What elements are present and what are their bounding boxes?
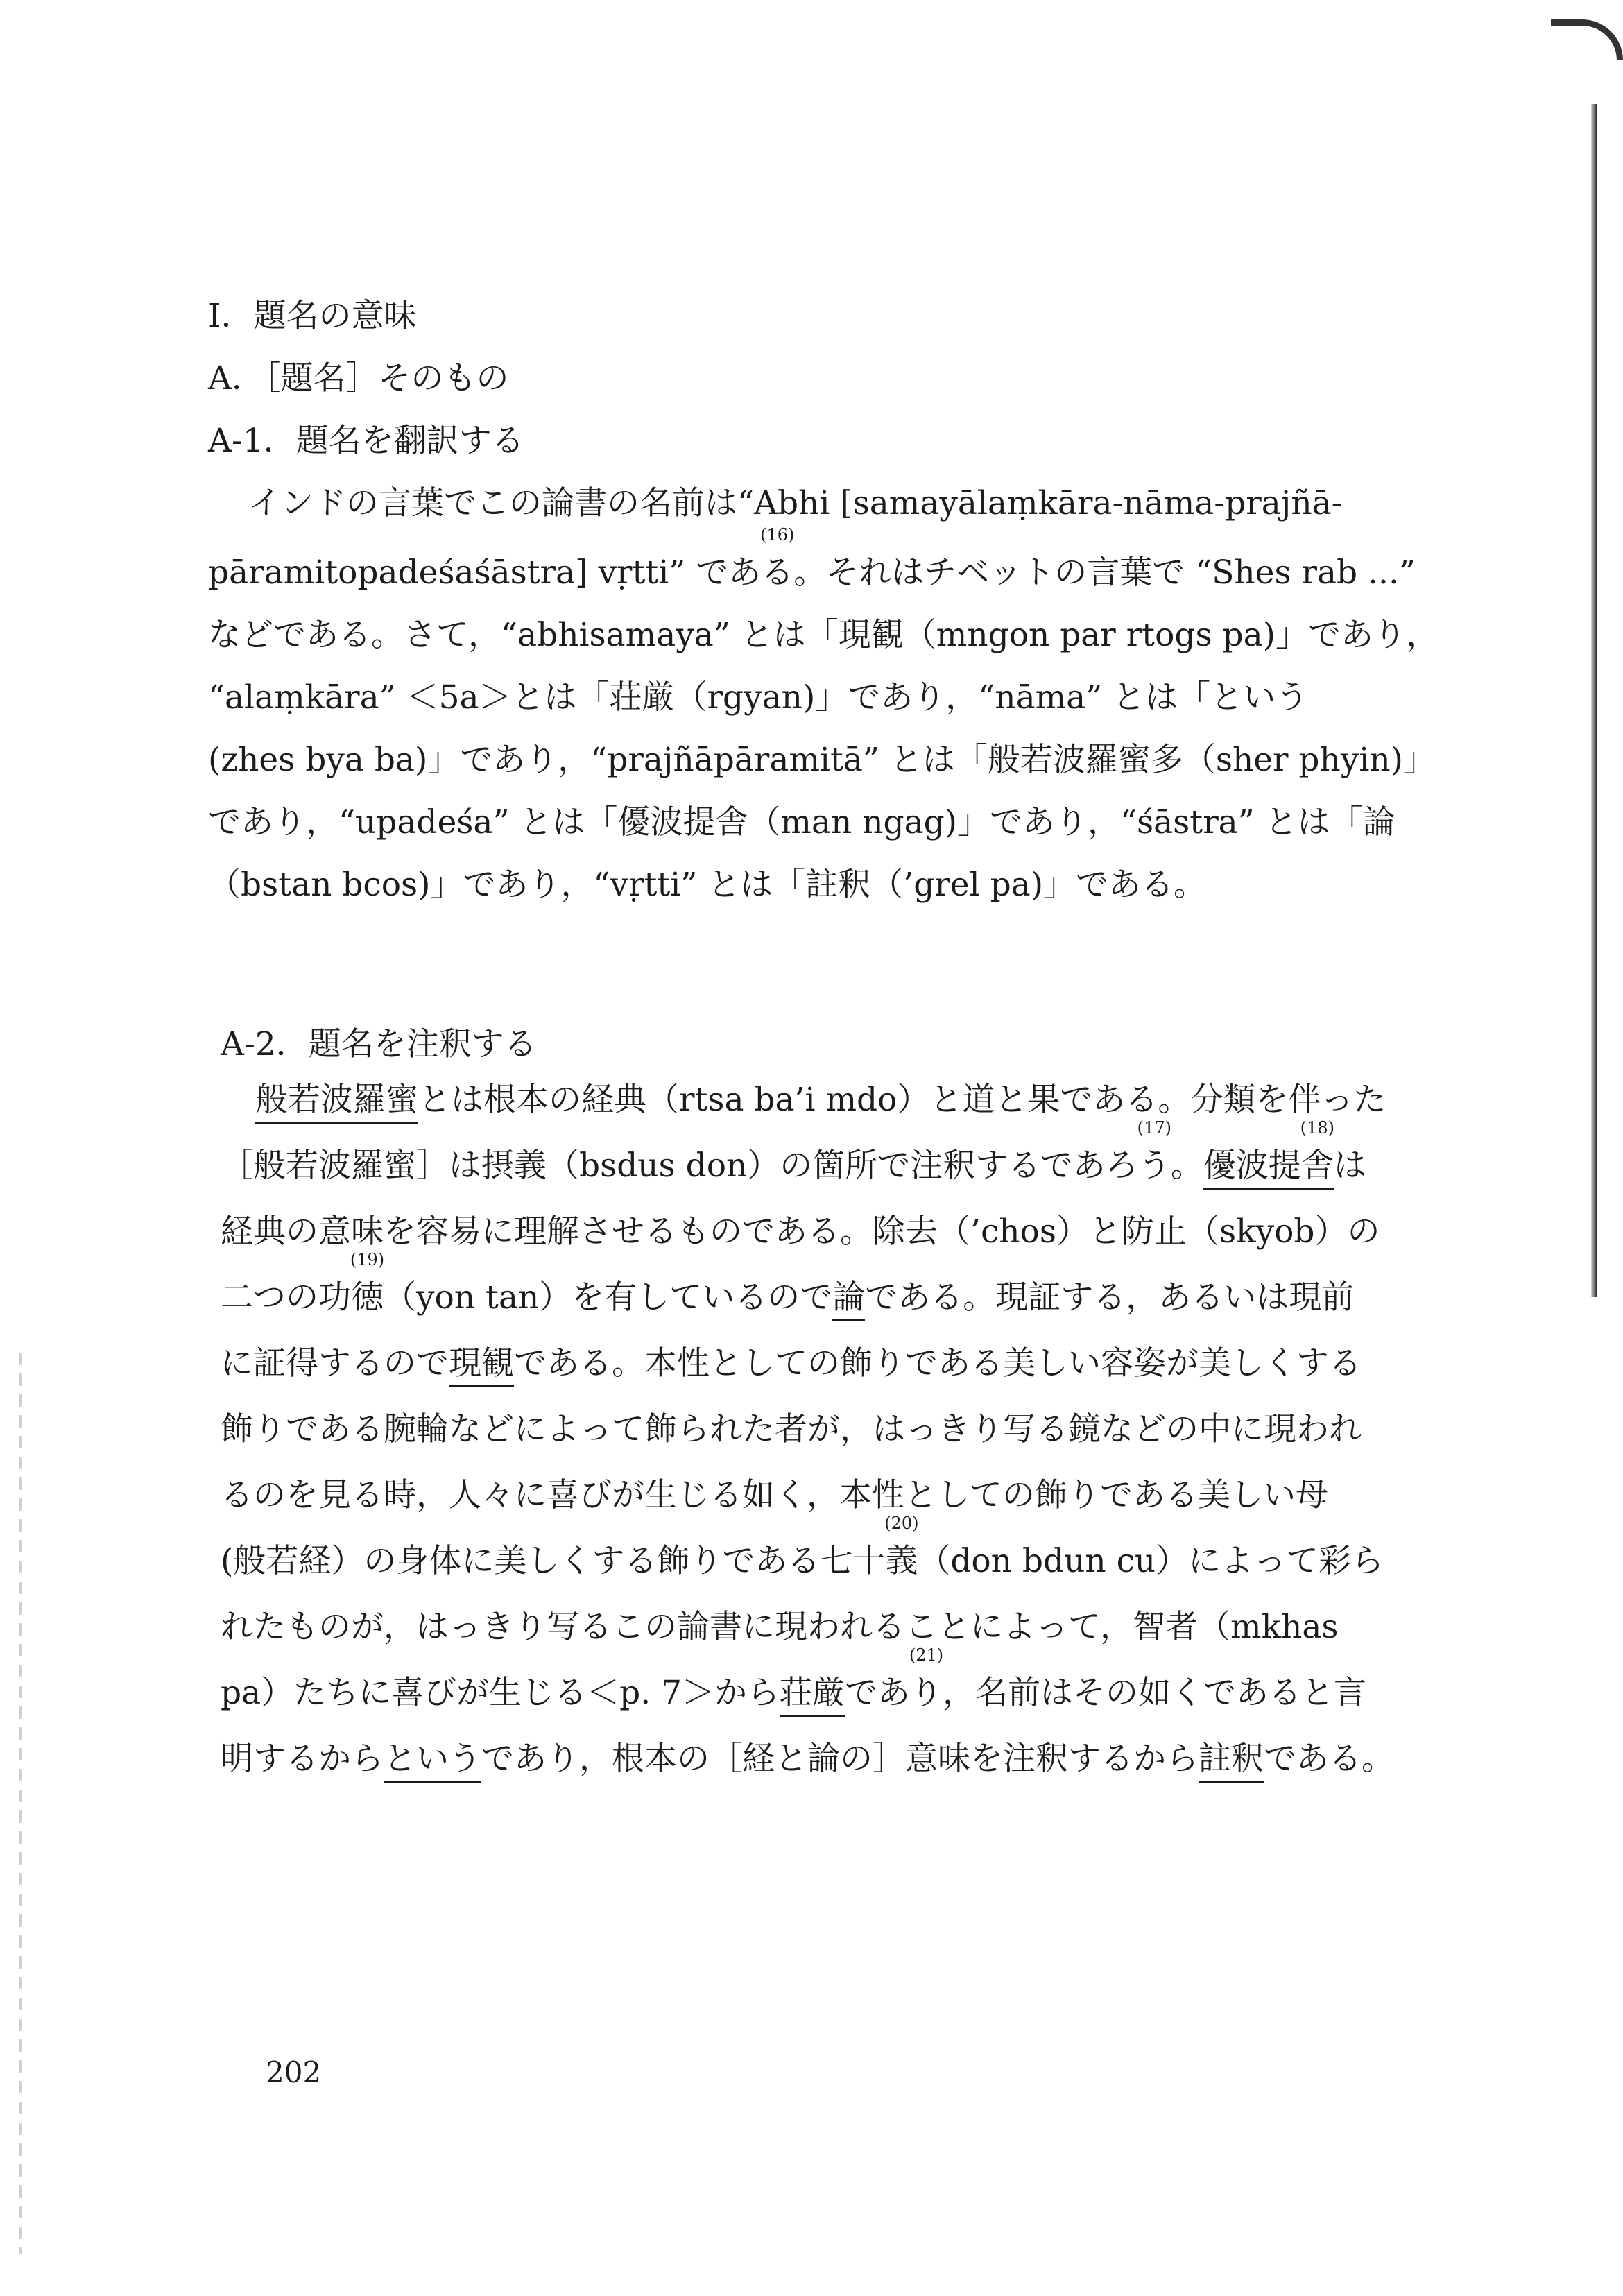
footnote-18: (18) (1300, 1118, 1334, 1138)
heading-a: A．［題名］そのもの (208, 359, 509, 397)
term-upadesa: 優波提舎 (18) (1203, 1147, 1334, 1190)
footnote-20: (20) (884, 1514, 919, 1533)
term-chushaku: 註釈 (1199, 1740, 1264, 1783)
a2-line-3: 経典の意味を容易に理解させるものである。除去（’chos）と防止（skyob）の (221, 1213, 1380, 1251)
page-edge-right (1591, 104, 1597, 1297)
page-edge-left (19, 1353, 22, 2254)
footnote-17: (17) (1137, 1118, 1171, 1138)
a1-line-3: などである。さて，“abhisamaya” とは「現観（mngon par rtogs pa)」であり， (208, 616, 1439, 654)
footnote-19: (19) (350, 1250, 385, 1269)
term-genkan: 現観 (449, 1344, 514, 1387)
a1-line-6: であり，“upadeśa” とは「優波提舎（man ngag)」であり，“śāstra” とは「論 (208, 803, 1396, 841)
a2-line-4: 二つの功徳 (19) （yon tan）を有しているので論である。現証する，あるいは現前 (221, 1276, 1354, 1319)
page-number: 202 (266, 2055, 322, 2089)
a1-line-1: インドの言葉でこの論書の名前は“Abhi [samayālaṃkāra-nāma-prajñā- (248, 484, 1343, 522)
a1-line-2: pāramitopadeśaśāstra] vṛtti” である (16) 。それはチベットの言葉で “Shes rab ...” (208, 525, 1416, 592)
a2-line-6: 飾りである腕輪などによって飾られた者が，はっきり写る鏡などの中に現われ (221, 1410, 1362, 1448)
footnote-16: (16) (760, 525, 795, 545)
footnote-21: (21) (909, 1645, 944, 1665)
a1-line-7: （bstan bcos)」であり，“vṛtti” とは「註釈（’grel pa)」である。 (208, 866, 1207, 904)
a2-line-8: (般若経）の身体に美しくする飾りである七十義 (20) （don bdun cu）によって彩ら (221, 1514, 1384, 1580)
a2-line-2: ［般若波羅蜜］は摂義（bsdus don）の箇所で注釈するであろう (17) 。優波提舎 (18) は (221, 1145, 1366, 1188)
a2-line-7: るのを見る時，人々に喜びが生じる如く，本性としての飾りである美しい母 (221, 1476, 1329, 1514)
heading-a1: A-1．題名を翻訳する (208, 422, 524, 460)
heading-1: I．題名の意味 (208, 297, 417, 335)
heading-a2: A-2．題名を注釈する (221, 1025, 537, 1063)
term-shogon: 荘厳 (780, 1674, 845, 1717)
a2-line-10: pa）たちに喜びが生じる＜p. 7＞から荘厳であり (21) ，名前はその如くであると言 (221, 1672, 1366, 1715)
term-hannya: 般若波羅蜜 (255, 1081, 418, 1124)
a1-line-4: “alaṃkāra” ＜5a＞とは「荘厳（rgyan)」であり，“nāma” とは「という (208, 678, 1309, 717)
term-toiu: という (384, 1740, 481, 1783)
a2-line-11: 明するからというであり，根本の［経と論の］意味を注釈するから註釈である。 (221, 1738, 1394, 1781)
a2-line-5: に証得するので現観である。本性としての飾りである美しい容姿が美しくする (221, 1342, 1362, 1385)
a2-line-9: れたものが，はっきり写るこの論書に現われることによって，智者（mkhas (221, 1608, 1339, 1646)
term-ron: 論 (832, 1278, 865, 1321)
a2-line-1: 般若波羅蜜とは根本の経典（rtsa ba’i mdo）と道と果である。分類を伴った (255, 1079, 1386, 1122)
page-edge-corner (1551, 19, 1623, 60)
a1-line-5: (zhes bya ba)」であり，“prajñāpāramitā” とは「般若波羅蜜多（sher phyin)」 (208, 741, 1436, 779)
